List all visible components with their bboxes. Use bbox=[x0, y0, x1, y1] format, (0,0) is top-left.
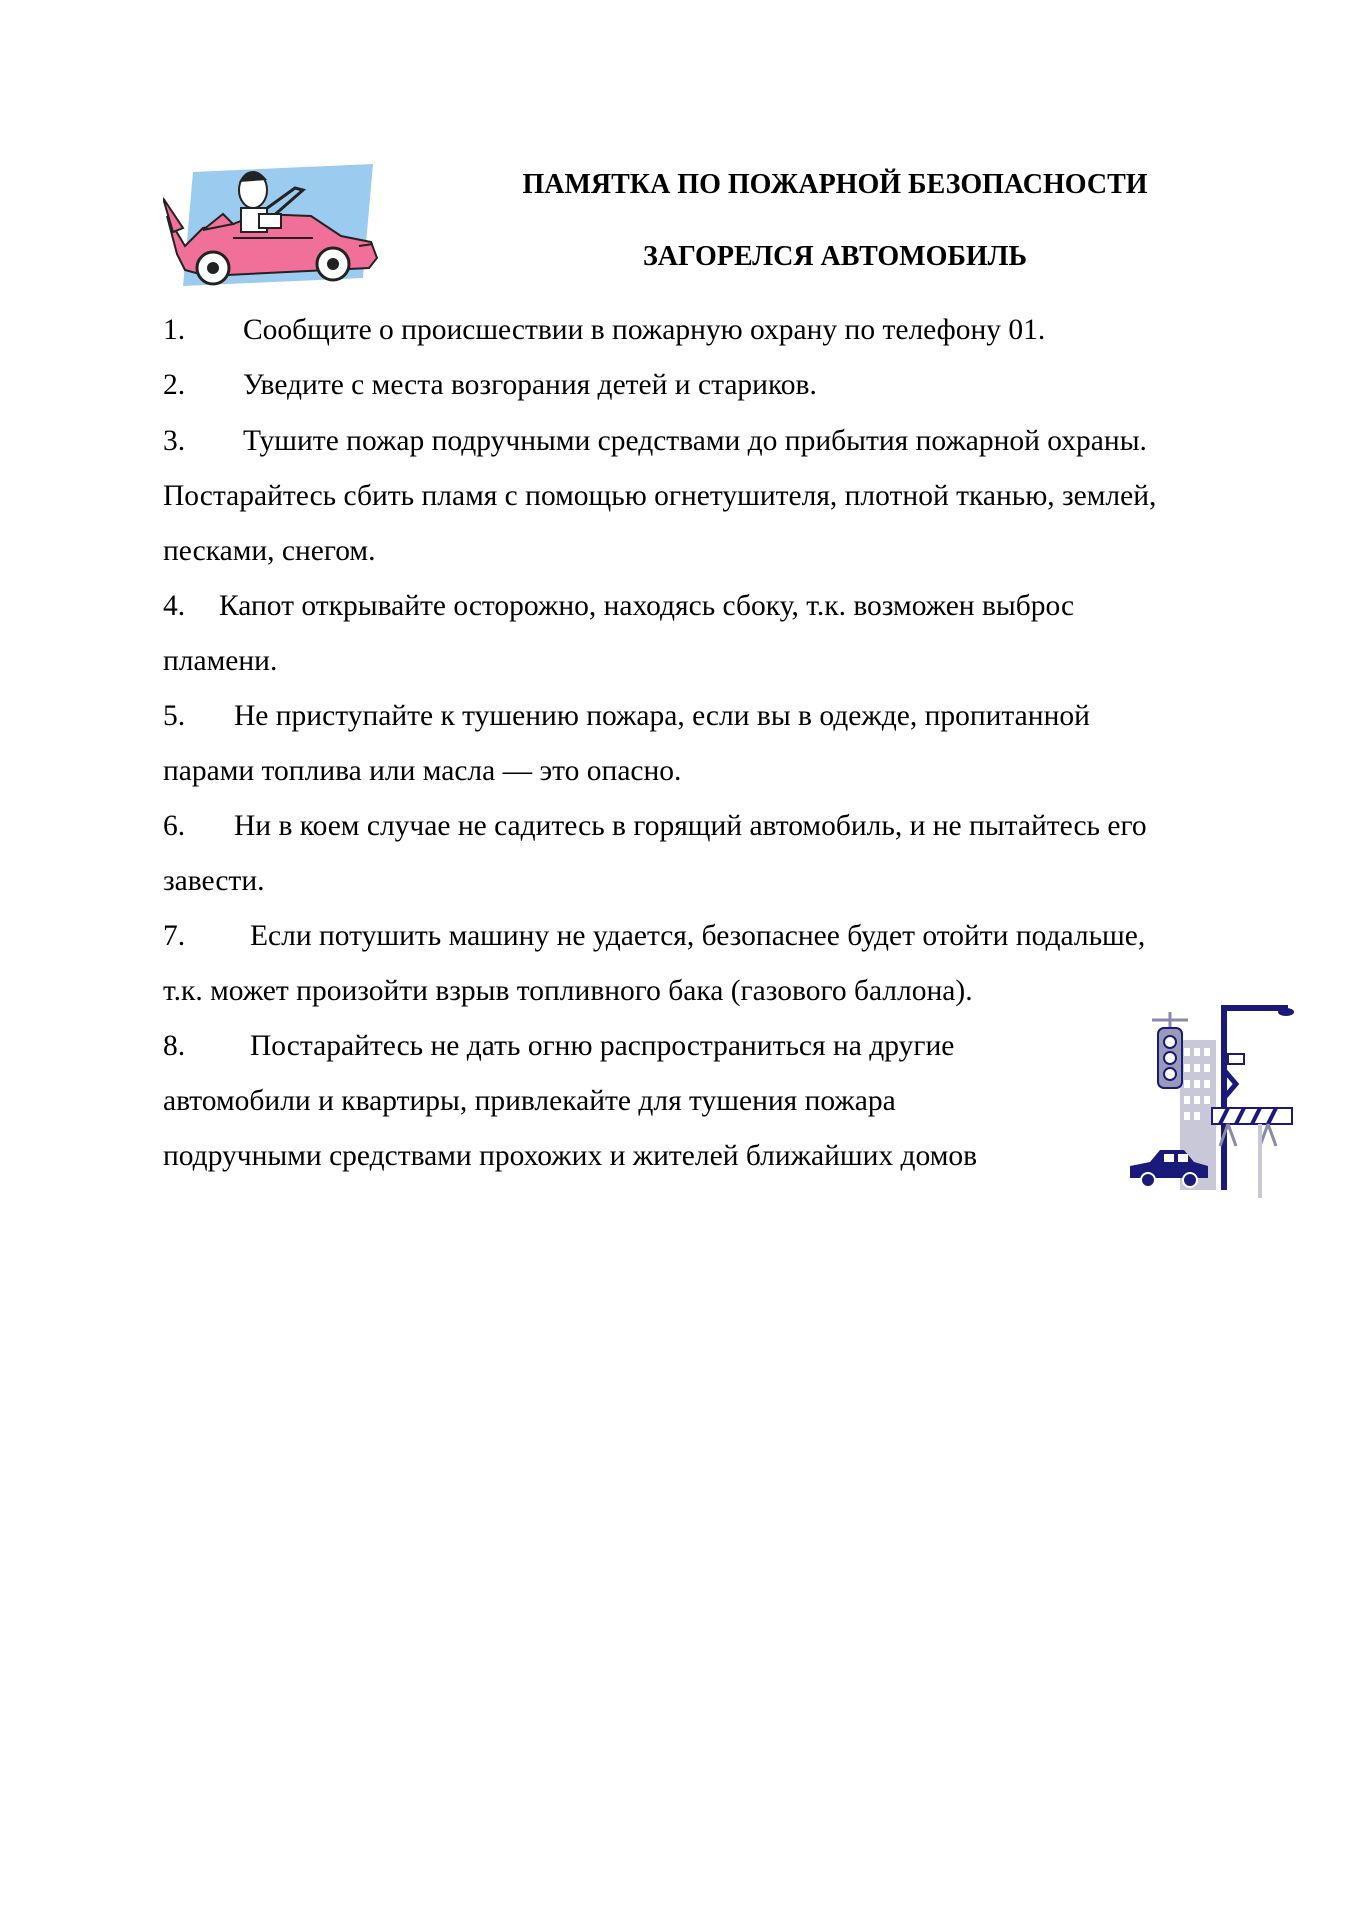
item-number: 4. bbox=[163, 590, 186, 622]
item-text-continued: песками, снегом. bbox=[163, 535, 376, 567]
item-text-continued: подручными средствами прохожих и жителей ближайших домов bbox=[163, 1140, 978, 1172]
item-text-continued: парами топлива или масла — это опасно. bbox=[163, 755, 682, 787]
item-text: Не приступайте к тушению пожара, если вы в одежде, пропитанной bbox=[234, 700, 1090, 732]
list-item-3 bbox=[163, 423, 1147, 459]
item-text: Ни в коем случае не садитесь в горящий автомобиль, и не пытайтесь его bbox=[234, 810, 1147, 842]
page-title: ПАМЯТКА ПО ПОЖАРНОЙ БЕЗОПАСНОСТИ bbox=[522, 169, 1148, 200]
page-subtitle: ЗАГОРЕЛСЯ АВТОМОБИЛЬ bbox=[642, 241, 1028, 272]
list-item-4 bbox=[163, 588, 1074, 624]
car-driver-clipart-icon bbox=[163, 158, 381, 298]
item-number: 2. bbox=[163, 369, 186, 401]
list-item-8 bbox=[163, 1028, 954, 1064]
item-text-continued: Постарайтесь сбить пламя с помощью огнетушителя, плотной тканью, землей, bbox=[163, 480, 1157, 512]
item-number: 8. bbox=[163, 1030, 186, 1062]
item-number: 1. bbox=[163, 314, 186, 346]
item-number: 7. bbox=[163, 920, 186, 952]
city-traffic-clipart-icon bbox=[1128, 1000, 1296, 1200]
item-number: 5. bbox=[163, 700, 186, 732]
item-text: Уведите с места возгорания детей и стариков. bbox=[243, 369, 817, 401]
item-text: Если потушить машину не удается, безопаснее будет отойти подальше, bbox=[250, 920, 1146, 952]
list-item-7 bbox=[163, 918, 1145, 954]
item-text: Сообщите о происшествии в пожарную охрану по телефону 01. bbox=[243, 314, 1046, 346]
item-text: Тушите пожар подручными средствами до прибытия пожарной охраны. bbox=[243, 425, 1147, 457]
item-text: Капот открывайте осторожно, находясь сбоку, т.к. возможен выброс bbox=[219, 590, 1075, 622]
list-item-1 bbox=[163, 312, 1045, 348]
list-item-5 bbox=[163, 698, 1090, 734]
item-number: 3. bbox=[163, 425, 186, 457]
item-text-continued: завести. bbox=[163, 865, 265, 897]
item-number: 6. bbox=[163, 810, 186, 842]
item-text-continued: автомобили и квартиры, привлекайте для тушения пожара bbox=[163, 1085, 896, 1117]
list-item-6 bbox=[163, 808, 1147, 844]
item-text: Постарайтесь не дать огню распространиться на другие bbox=[250, 1030, 955, 1062]
list-item-2 bbox=[163, 367, 817, 403]
item-text-continued: т.к. может произойти взрыв топливного бака (газового баллона). bbox=[163, 975, 973, 1007]
item-text-continued: пламени. bbox=[163, 645, 278, 677]
